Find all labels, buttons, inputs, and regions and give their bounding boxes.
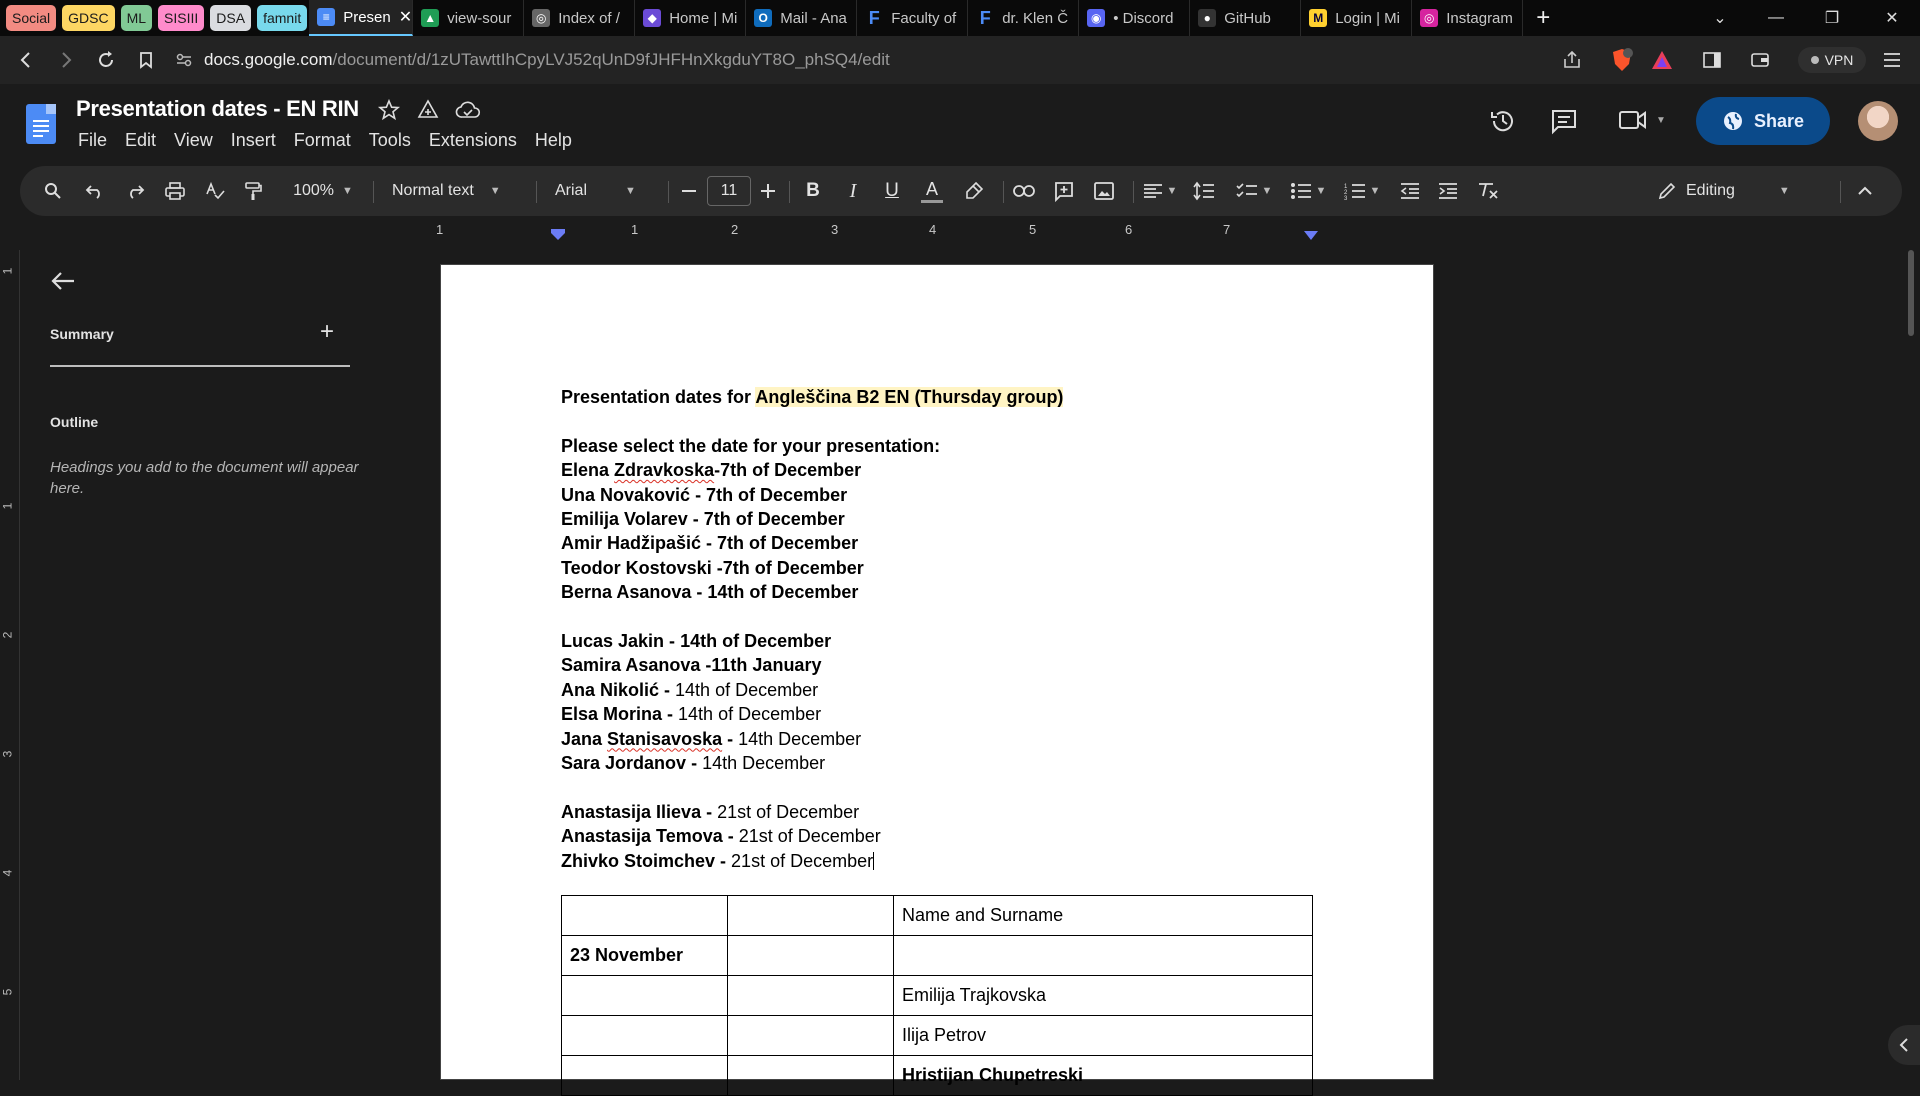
- numbered-list-icon: [1344, 182, 1366, 200]
- horizontal-ruler[interactable]: [436, 222, 1434, 242]
- editing-mode-select[interactable]: [1658, 166, 1808, 216]
- ruler-label: 1: [436, 222, 444, 237]
- chevron-down-icon: ▼: [1261, 185, 1273, 197]
- student-name: Anastasija Ilieva: [561, 801, 702, 822]
- ruler-label: 1: [0, 267, 15, 275]
- checklist-icon: [1236, 182, 1258, 200]
- zoom-select[interactable]: [283, 166, 363, 216]
- student-name: Samira Asanova -: [561, 655, 712, 676]
- toolbar-divider: [373, 181, 374, 203]
- editing-mode-value: Editing: [1686, 182, 1735, 199]
- ruler-label: 5: [1029, 222, 1037, 237]
- heading-course: Angleščina B2 EN (Thursday group): [755, 387, 1064, 407]
- tab-group-dsa[interactable]: DSA: [210, 5, 251, 31]
- reload-icon[interactable]: [86, 40, 126, 80]
- tab-title: Instagram: [1446, 9, 1513, 27]
- tab[interactable]: [857, 0, 968, 36]
- student-name: Jana: [561, 728, 608, 749]
- summary-divider: [50, 365, 350, 367]
- presentation-date: - 14th of December: [691, 582, 859, 603]
- ruler-label: 1: [631, 222, 639, 237]
- table-cell[interactable]: [728, 896, 894, 936]
- table-name-cell[interactable]: Emilija Trajkovska: [894, 976, 1313, 1016]
- toolbar-divider: [1133, 181, 1134, 203]
- chevron-down-icon: ▼: [342, 185, 353, 197]
- sidebar-toggle-icon[interactable]: [1700, 48, 1724, 72]
- spellcheck-icon[interactable]: [202, 166, 228, 216]
- misspelled-word: Zdravkoska: [614, 460, 715, 481]
- outline-heading: Outline: [50, 414, 99, 430]
- vertical-ruler: [0, 250, 20, 1080]
- star-icon[interactable]: [378, 99, 400, 126]
- menu-help[interactable]: Help: [534, 130, 572, 150]
- tab-title: Faculty of: [891, 9, 957, 27]
- doc-heading: [561, 385, 1321, 409]
- right-indent-marker-icon[interactable]: [1304, 231, 1318, 241]
- scrollbar-thumb[interactable]: [1908, 250, 1914, 336]
- search-menus-icon[interactable]: [40, 166, 66, 216]
- font-size-value: 11: [720, 182, 738, 199]
- style-value: Normal text: [392, 182, 474, 199]
- tab-group-sisiii[interactable]: SISIII: [158, 5, 204, 31]
- table-row: [562, 976, 1313, 1016]
- chevron-down-icon: ▼: [1369, 185, 1381, 197]
- url-text[interactable]: [204, 50, 890, 70]
- table-date-cell[interactable]: [562, 936, 728, 976]
- cloud-saved-icon[interactable]: [455, 101, 481, 124]
- table-cell[interactable]: [562, 1016, 728, 1056]
- table-cell[interactable]: [562, 896, 728, 936]
- student-line: [561, 580, 1321, 604]
- toolbar-divider: [668, 181, 669, 203]
- insert-link-icon[interactable]: [1010, 166, 1038, 216]
- tab-title: Home | Mi: [669, 9, 738, 27]
- increase-indent-icon[interactable]: [1434, 166, 1462, 216]
- toolbar-divider: [1003, 181, 1004, 203]
- tab[interactable]: [635, 0, 746, 36]
- discord-icon: ◉: [1087, 9, 1105, 27]
- avatar[interactable]: [1858, 101, 1898, 141]
- menu-tools[interactable]: Tools: [368, 130, 411, 150]
- version-history-icon[interactable]: [1489, 107, 1517, 140]
- tab[interactable]: [1301, 0, 1412, 36]
- presentation-date: 11th January: [711, 655, 822, 676]
- student-line: [561, 507, 1321, 531]
- table-name-text: Hristijan Chupetreski: [902, 1065, 1084, 1085]
- presentation-date: 21st of December: [731, 850, 874, 871]
- print-icon[interactable]: [162, 166, 188, 216]
- wallet-icon[interactable]: [1748, 48, 1772, 72]
- globe-icon: ◎: [532, 9, 550, 27]
- svg-text:2: 2: [1343, 190, 1347, 196]
- text-cursor: [873, 852, 874, 870]
- separator: -: [722, 728, 739, 749]
- ruler-label: 2: [0, 631, 15, 639]
- toolbar-divider: [536, 181, 537, 203]
- table-row: [562, 936, 1313, 976]
- document-outline-panel: [20, 250, 440, 1080]
- tab[interactable]: [413, 0, 524, 36]
- share-label: Share: [1753, 110, 1805, 131]
- vpn-button[interactable]: [1798, 47, 1866, 73]
- align-left-icon: [1143, 183, 1163, 199]
- ruler-label: 5: [0, 988, 15, 996]
- instagram-icon: ◎: [1420, 9, 1438, 27]
- separator: -: [701, 801, 718, 822]
- highlight-color-icon[interactable]: [960, 166, 988, 216]
- student-name: Una Novaković: [561, 484, 691, 505]
- document-page[interactable]: [440, 264, 1434, 1085]
- student-line: [561, 824, 1321, 848]
- table-header-cell[interactable]: Name and Surname: [894, 896, 1313, 936]
- site-info-icon[interactable]: [170, 40, 198, 80]
- forward-icon[interactable]: [46, 40, 86, 80]
- outline-hint: Headings you add to the document will appear here.: [50, 459, 359, 497]
- font-value: Arial: [555, 182, 588, 199]
- student-line: [561, 458, 1321, 482]
- chevron-down-icon: ▼: [1315, 185, 1327, 197]
- left-indent-marker-icon[interactable]: [551, 229, 565, 241]
- clear-formatting-icon[interactable]: [1474, 166, 1502, 216]
- vertical-scrollbar[interactable]: [1902, 250, 1920, 1080]
- table-row: [562, 896, 1313, 936]
- chevron-down-icon: ▼: [1656, 114, 1666, 126]
- presentation-date: -7th of December: [711, 557, 864, 578]
- tab-title: Presen: [343, 8, 391, 26]
- url-path: /document/d/1zUTawttIhCpyLVJ52qUnD9fJHFHnXkgduYT8O_phSQ4/edit: [332, 50, 890, 69]
- tab-title: dr. Klen Č: [1002, 9, 1069, 27]
- faculty-icon: F: [979, 7, 991, 28]
- tab[interactable]: [524, 0, 635, 36]
- bulleted-list-icon: [1290, 182, 1312, 200]
- underline-icon[interactable]: U: [885, 180, 899, 201]
- insert-image-icon[interactable]: [1090, 166, 1118, 216]
- tab[interactable]: [968, 0, 1079, 36]
- chevron-left-icon: [1899, 1038, 1909, 1052]
- hide-menus-icon[interactable]: [1852, 166, 1878, 216]
- table-cell[interactable]: [562, 1056, 728, 1096]
- tab-group-ml[interactable]: ML: [121, 5, 152, 31]
- move-to-folder-icon[interactable]: [416, 99, 440, 126]
- ruler-label: 2: [731, 222, 739, 237]
- globe-icon: [1722, 110, 1744, 132]
- zoom-value: 100%: [293, 182, 335, 199]
- student-line: [561, 483, 1321, 507]
- line-spacing-icon[interactable]: [1190, 166, 1218, 216]
- align-select[interactable]: [1140, 166, 1180, 216]
- share-page-icon[interactable]: [1560, 48, 1584, 72]
- svg-text:3: 3: [1343, 196, 1347, 202]
- presentation-date: - 7th of December: [687, 509, 845, 530]
- github-icon: ●: [1198, 9, 1216, 27]
- faculty-icon: F: [868, 7, 880, 28]
- student-name: Berna Asanova: [561, 582, 692, 603]
- browser-menu-icon[interactable]: [1880, 48, 1904, 72]
- share-button[interactable]: [1696, 97, 1830, 145]
- student-group-2: [561, 629, 1321, 775]
- table-cell[interactable]: [562, 976, 728, 1016]
- close-tab-icon[interactable]: ✕: [398, 9, 413, 26]
- menu-extensions[interactable]: Extensions: [428, 130, 517, 150]
- tab-title: Mail - Ana: [780, 9, 847, 27]
- numbered-list-select[interactable]: [1340, 166, 1384, 216]
- vpn-dot-icon: [1811, 56, 1819, 64]
- tab-title: Login | Mi: [1335, 9, 1400, 27]
- pencil-icon: [1658, 182, 1676, 200]
- paint-format-icon[interactable]: [240, 166, 266, 216]
- docs-menu-bar: [78, 130, 590, 151]
- tab[interactable]: [1079, 0, 1190, 36]
- chevron-down-icon: ▼: [1778, 185, 1790, 197]
- restore-button[interactable]: ❐: [1824, 10, 1840, 27]
- ruler-label: 4: [0, 869, 15, 877]
- increase-font-size-icon[interactable]: [759, 166, 777, 216]
- tab-group-gdsc[interactable]: GDSC: [62, 5, 114, 31]
- ruler-label: 4: [929, 222, 937, 237]
- separator: -: [686, 753, 703, 774]
- comments-icon[interactable]: [1550, 108, 1578, 139]
- student-name: Emilija Volarev: [561, 509, 688, 530]
- browser-tab-strip: [0, 0, 1920, 36]
- presentation-date: 14th December: [738, 728, 862, 749]
- checklist-select[interactable]: [1232, 166, 1276, 216]
- add-summary-icon[interactable]: +: [320, 318, 335, 345]
- student-group-3: [561, 800, 1321, 873]
- student-line: [561, 800, 1321, 824]
- presentation-date: 14th of December: [675, 679, 819, 700]
- student-name: Anastasija Temova -: [561, 826, 739, 847]
- table-row: [562, 1016, 1313, 1056]
- add-comment-icon[interactable]: [1050, 166, 1078, 216]
- student-name: Teodor Kostovski: [561, 557, 712, 578]
- ruler-label: 3: [0, 750, 15, 758]
- tab-active[interactable]: [309, 0, 413, 36]
- tab-title: • Discord: [1113, 9, 1174, 27]
- video-camera-icon: [1618, 108, 1648, 132]
- close-window-button[interactable]: ✕: [1885, 10, 1899, 27]
- brave-rewards-icon[interactable]: [1650, 48, 1674, 72]
- presentation-date: 21st of December: [738, 826, 881, 847]
- font-select[interactable]: [555, 166, 655, 216]
- separator: -: [715, 850, 732, 871]
- ruler-label: 7: [1223, 222, 1231, 237]
- table-cell[interactable]: [728, 1016, 894, 1056]
- svg-text:1: 1: [1343, 184, 1347, 190]
- table-cell[interactable]: [894, 936, 1313, 976]
- menu-format[interactable]: Format: [293, 130, 351, 150]
- student-name: Elena: [561, 460, 615, 481]
- toolbar-divider: [1840, 181, 1841, 203]
- docs-icon: ≡: [317, 8, 335, 26]
- redo-icon[interactable]: [122, 166, 148, 216]
- docs-logo-icon[interactable]: [26, 104, 56, 144]
- home-app-icon: ◆: [643, 9, 661, 27]
- outlook-icon: O: [754, 9, 772, 27]
- document-body[interactable]: [561, 385, 1321, 873]
- new-tab-button[interactable]: +: [1536, 4, 1551, 31]
- chevron-down-icon: ▼: [489, 185, 501, 197]
- minimize-button[interactable]: —: [1768, 9, 1784, 26]
- menu-file[interactable]: File: [78, 130, 108, 150]
- text-color-icon[interactable]: A: [918, 166, 946, 216]
- misspelled-word: Stanisavoska: [607, 728, 723, 749]
- ruler-label: 1: [0, 502, 15, 510]
- presentation-date: 14th of December: [680, 631, 832, 652]
- student-name: Ana Nikolić -: [561, 679, 676, 700]
- student-line: [561, 629, 1321, 653]
- decrease-font-size-icon[interactable]: [680, 166, 698, 216]
- bookmark-icon[interactable]: [126, 40, 166, 80]
- ruler-label: 3: [831, 222, 839, 237]
- tab-search-icon[interactable]: ⌄: [1713, 10, 1727, 27]
- menu-insert[interactable]: Insert: [230, 130, 276, 150]
- brave-shields-icon[interactable]: [1610, 48, 1634, 72]
- tab-title: view-sour: [447, 9, 512, 27]
- presentation-date: 21st of December: [717, 801, 860, 822]
- close-outline-icon[interactable]: [50, 270, 80, 300]
- bulleted-list-select[interactable]: [1286, 166, 1330, 216]
- italic-icon[interactable]: I: [849, 179, 857, 202]
- presentation-date: - 7th of December: [701, 533, 859, 554]
- presentation-date: 14th of December: [678, 704, 822, 725]
- dates-table: [561, 895, 1313, 1096]
- student-line: [561, 653, 1321, 677]
- doc-prompt: [561, 434, 1321, 458]
- tab-title: Index of /: [558, 9, 620, 27]
- undo-icon[interactable]: [82, 166, 108, 216]
- student-line: [561, 727, 1321, 751]
- student-name: Elsa Morina -: [561, 704, 679, 725]
- bold-icon[interactable]: B: [806, 180, 820, 201]
- tab[interactable]: [1412, 0, 1523, 36]
- url-host: docs.google.com: [204, 50, 333, 69]
- table-name-cell[interactable]: Ilija Petrov: [894, 1016, 1313, 1056]
- student-line: [561, 751, 1321, 775]
- back-icon[interactable]: [6, 40, 46, 80]
- student-name: Sara Jordanov: [561, 753, 687, 774]
- student-name: Lucas Jakin -: [561, 631, 681, 652]
- presentation-date: 14th December: [702, 753, 826, 774]
- chevron-down-icon: ▼: [1166, 185, 1178, 197]
- toolbar-divider: [789, 181, 790, 203]
- summary-heading: Summary: [50, 326, 114, 342]
- miro-icon: M: [1309, 9, 1327, 27]
- font-size-input[interactable]: [707, 176, 751, 206]
- presentation-date: - 7th of December: [690, 484, 848, 505]
- tab[interactable]: [1190, 0, 1301, 36]
- tab-group-famnit[interactable]: famnit: [257, 5, 307, 31]
- drive-icon: ▲: [421, 9, 439, 27]
- tab[interactable]: [746, 0, 857, 36]
- student-line: [561, 849, 1321, 873]
- student-line: [561, 556, 1321, 580]
- table-row: [562, 1056, 1313, 1096]
- decrease-indent-icon[interactable]: [1396, 166, 1424, 216]
- show-side-panel-button[interactable]: [1888, 1025, 1920, 1065]
- student-group-1: [561, 458, 1321, 604]
- prompt-text: Please select the date for your presentation:: [561, 435, 941, 456]
- menu-view[interactable]: View: [174, 130, 213, 150]
- ruler-label: 6: [1125, 222, 1133, 237]
- meet-button[interactable]: [1618, 108, 1666, 132]
- heading-prefix: Presentation dates for: [561, 387, 756, 407]
- style-select[interactable]: [392, 166, 522, 216]
- presentation-date: -7th of December: [714, 460, 862, 481]
- student-name: Amir Hadžipašić: [561, 533, 702, 554]
- student-line: [561, 531, 1321, 555]
- document-title[interactable]: Presentation dates - EN RIN: [76, 96, 359, 121]
- vpn-label: VPN: [1824, 52, 1854, 68]
- tab-group-social[interactable]: Social: [6, 5, 56, 31]
- table-cell[interactable]: [728, 976, 894, 1016]
- table-date-text: 23 November: [570, 945, 684, 965]
- student-line: [561, 702, 1321, 726]
- chevron-down-icon: ▼: [625, 185, 636, 197]
- student-name: Zhivko Stoimchev: [561, 850, 716, 871]
- student-line: [561, 678, 1321, 702]
- menu-edit[interactable]: Edit: [125, 130, 157, 150]
- table-cell[interactable]: [728, 1056, 894, 1096]
- tab-title: GitHub: [1224, 9, 1271, 27]
- table-name-cell[interactable]: [894, 1056, 1313, 1096]
- table-cell[interactable]: [728, 936, 894, 976]
